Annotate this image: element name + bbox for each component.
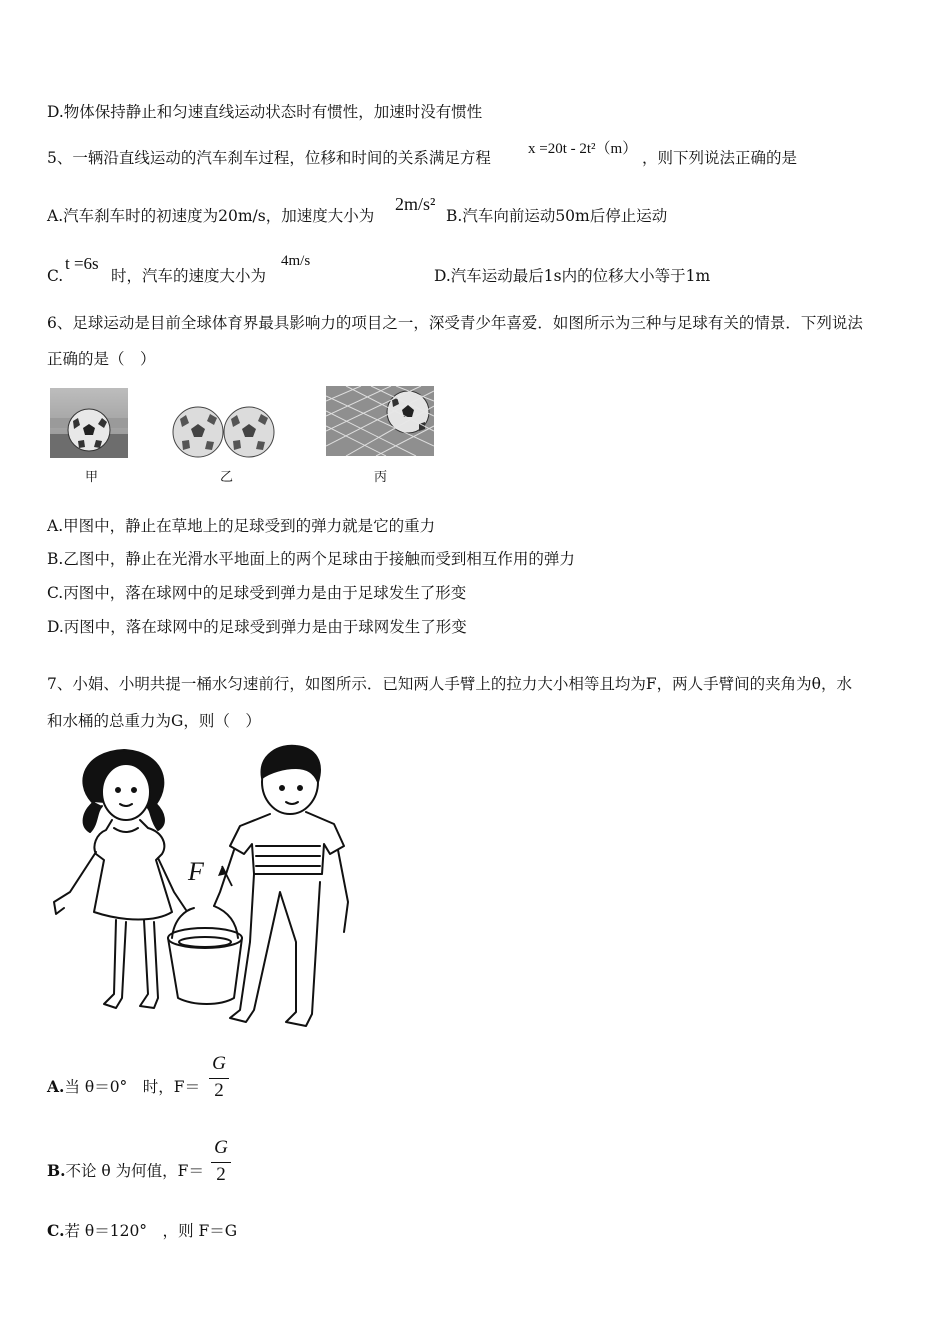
q5-stem <box>47 148 491 168</box>
q7-option-c-letter: C. <box>47 1221 65 1240</box>
caption-yi: 乙 <box>220 470 234 485</box>
figure-force-label: F <box>188 857 204 886</box>
q7-option-b-frac-num: G <box>214 1137 228 1158</box>
caption-jia: 甲 <box>85 470 99 485</box>
q5-option-b: B.汽车向前运动50m后停止运动 <box>446 207 668 225</box>
q7-option-a <box>47 1077 200 1097</box>
football-on-grass-image <box>50 388 128 458</box>
q5-option-c-value: 4m/s <box>281 253 311 269</box>
q7-option-b-text: 不论 θ 为何值，F＝ <box>65 1162 204 1180</box>
q7-option-a-text: 当 θ＝0° 时，F＝ <box>64 1078 201 1096</box>
q5-stem-start: 5、一辆沿直线运动的汽车刹车过程，位移和时间的关系满足方程 <box>47 149 491 167</box>
q7-option-a-frac-num: G <box>212 1053 226 1074</box>
q7-stem-line1: 7、小娟、小明共提一桶水匀速前行，如图所示．已知两人手臂上的拉力大小相等且均为F，两人手臂间的夹角为θ，水 <box>47 675 852 693</box>
q6-stem-line1: 6、足球运动是目前全球体育界最具影响力的项目之一，深受青少年喜爱．如图所示为三种与足球有关的情景．下列说法 <box>47 314 863 332</box>
children-carrying-bucket-figure <box>44 742 354 1042</box>
q7-option-a-frac-den: 2 <box>214 1080 224 1101</box>
q7-option-c-text: 若 θ＝120° ，则 F＝G <box>64 1222 238 1240</box>
q7-option-a-letter: A. <box>47 1077 65 1096</box>
football-in-net-image <box>326 386 434 456</box>
q7-option-b-frac-bar <box>211 1162 231 1163</box>
q5-option-c-text: 时，汽车的速度大小为 <box>111 267 267 285</box>
q7-stem-line2: 和水桶的总重力为G，则（ ） <box>47 712 261 730</box>
q5-option-a-unit: 2m/s² <box>395 194 436 214</box>
q5-option-a: A.汽车刹车时的初速度为20m/s，加速度大小为 <box>47 207 375 225</box>
q7-option-b <box>47 1161 204 1181</box>
q5-formula: x =20t - 2t²（m） <box>528 141 638 157</box>
q6-stem-line2: 正确的是（ ） <box>47 350 156 368</box>
q6-option-a: A.甲图中，静止在草地上的足球受到的弹力就是它的重力 <box>47 517 436 535</box>
q7-option-a-frac-bar <box>209 1078 229 1079</box>
q5-option-c-prefix: C. <box>47 267 64 285</box>
q7-option-b-frac-den: 2 <box>216 1164 226 1185</box>
q5-stem-end: ，则下列说法正确的是 <box>642 149 798 167</box>
q5-option-c-cond: t =6s <box>65 254 99 273</box>
q5-option-d: D.汽车运动最后1s内的位移大小等于1m <box>434 267 711 285</box>
q6-option-b: B.乙图中，静止在光滑水平地面上的两个足球由于接触而受到相互作用的弹力 <box>47 550 575 568</box>
two-footballs-image <box>172 405 276 459</box>
caption-bing: 丙 <box>374 470 388 485</box>
q4-option-d: D.物体保持静止和匀速直线运动状态时有惯性，加速时没有惯性 <box>47 103 483 121</box>
q6-option-d: D.丙图中，落在球网中的足球受到弹力是由于球网发生了形变 <box>47 618 467 636</box>
q6-option-c: C.丙图中，落在球网中的足球受到弹力是由于足球发生了形变 <box>47 584 467 602</box>
q7-option-c <box>47 1221 237 1241</box>
q7-option-b-letter: B. <box>47 1161 66 1180</box>
